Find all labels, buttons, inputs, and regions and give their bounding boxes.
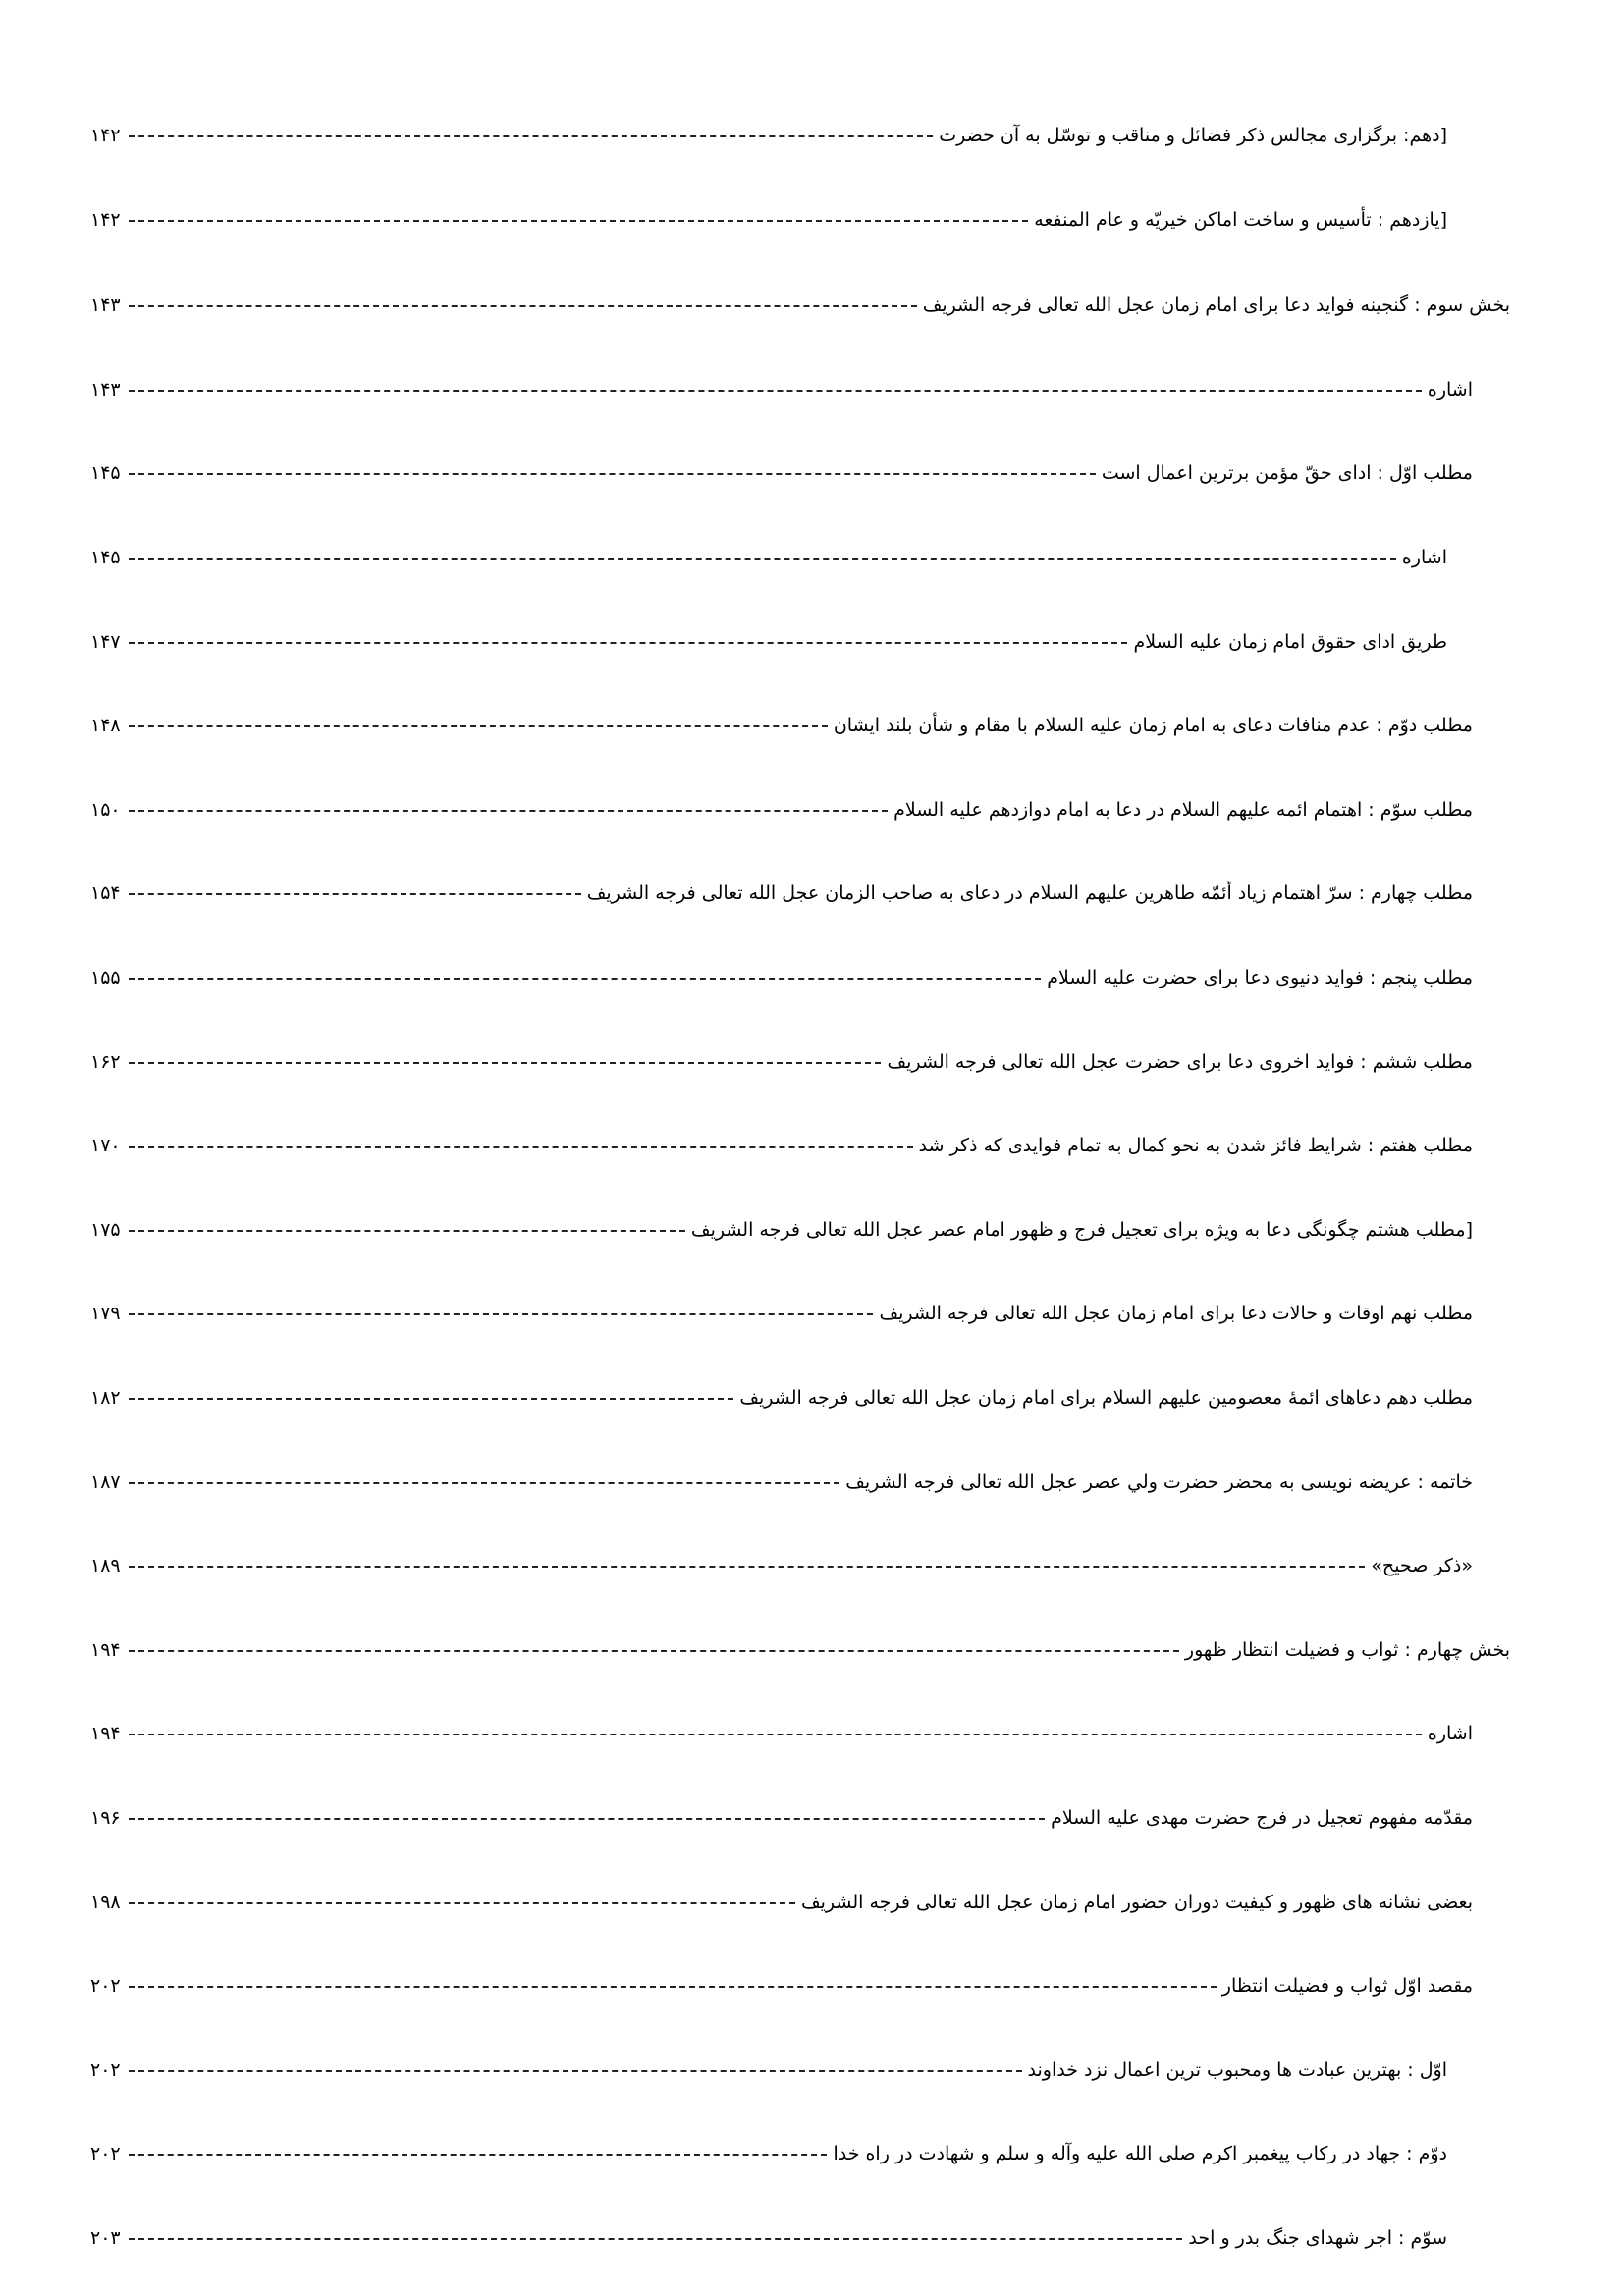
- toc-entry-page-number: ۱۵۰: [90, 799, 121, 821]
- toc-entry[interactable]: [90, 1124, 1473, 1167]
- toc-entry-title: بخش چهارم : ثواب و فضیلت انتظار ظهور: [1184, 1639, 1510, 1661]
- toc-entry-page-number: ۱۴۲: [90, 125, 121, 146]
- toc-entry[interactable]: [90, 1712, 1473, 1755]
- toc-entry[interactable]: [90, 452, 1473, 495]
- dot-leader: [129, 642, 1128, 644]
- toc-entry-title: اوّل : بهترین عبادت ها ومحبوب ترین اعمال نزد خداوند: [1027, 2059, 1447, 2081]
- toc-entry-title: اشاره: [1427, 379, 1473, 400]
- toc-entry-title: مطلب سوّم : اهتمام ائمه علیهم السلام در دعا به امام دوازدهم علیه السلام: [893, 799, 1473, 821]
- toc-entry-page-number: ۲۰۲: [90, 2143, 121, 2164]
- toc-entry-page-number: ۱۹۶: [90, 1807, 121, 1829]
- toc-entry-page-number: ۱۸۲: [90, 1387, 121, 1409]
- toc-entry-page-number: ۱۴۵: [90, 462, 121, 484]
- toc-entry-page-number: ۱۴۵: [90, 547, 121, 568]
- toc-entry[interactable]: [90, 1796, 1473, 1840]
- toc-entry-title: مطلب نهم اوقات و حالات دعا برای امام زمان عجل الله تعالی فرجه الشریف: [879, 1303, 1473, 1324]
- toc-entry-page-number: ۱۴۲: [90, 209, 121, 231]
- dot-leader: [129, 1818, 1045, 1820]
- toc-entry-title: بعضی نشانه های ظهور و کیفیت دوران حضور امام زمان عجل الله تعالی فرجه الشریف: [800, 1892, 1473, 1913]
- toc-entry[interactable]: [90, 872, 1473, 915]
- toc-entry[interactable]: [90, 1461, 1473, 1504]
- toc-entry-page-number: ۱۷۹: [90, 1303, 121, 1324]
- toc-entry-title: [دهم: برگزاری مجالس ذکر فضائل و مناقب و توسّل به آن حضرت: [939, 125, 1447, 146]
- dot-leader: [129, 1734, 1422, 1735]
- dot-leader: [129, 1062, 882, 1064]
- toc-entry-title: مطلب اوّل : ادای حقّ مؤمن برترین اعمال است: [1101, 462, 1473, 484]
- toc-entry[interactable]: [90, 368, 1473, 411]
- toc-entry[interactable]: [90, 536, 1447, 579]
- toc-entry[interactable]: [90, 1544, 1473, 1587]
- toc-entry-page-number: ۱۴۳: [90, 379, 121, 400]
- toc-entry[interactable]: [90, 2049, 1447, 2092]
- dot-leader: [129, 135, 934, 137]
- toc-entry[interactable]: [90, 956, 1473, 999]
- toc-entry-title: مطلب دوّم : عدم منافات دعای به امام زمان علیه السلام با مقام و شأن بلند ایشان: [833, 715, 1473, 736]
- toc-entry-title: دوّم : جهاد در رکاب پیغمبر اکرم صلی الله علیه وآله و سلم و شهادت در راه خدا: [833, 2143, 1447, 2164]
- dot-leader: [129, 305, 917, 307]
- toc-entry[interactable]: [90, 1881, 1473, 1924]
- dot-leader: [129, 220, 1029, 222]
- toc-entry-page-number: ۱۶۲: [90, 1051, 121, 1073]
- toc-entry-title: مطلب هفتم : شرایط فائز شدن به نحو کمال به تمام فوایدی که ذکر شد: [918, 1135, 1473, 1156]
- toc-entry-page-number: ۱۵۵: [90, 967, 121, 988]
- dot-leader: [129, 2070, 1022, 2072]
- dot-leader: [129, 978, 1042, 980]
- dot-leader: [129, 1566, 1366, 1568]
- toc-entry-title: سوّم : اجر شهدای جنگ بدر و احد: [1188, 2227, 1447, 2249]
- dot-leader: [129, 893, 581, 895]
- toc-entry-title: بخش سوم : گنجینه فواید دعا برای امام زمان عجل الله تعالی فرجه الشریف: [922, 294, 1510, 316]
- toc-entry[interactable]: [90, 1964, 1473, 2007]
- toc-entry-page-number: ۱۸۹: [90, 1555, 121, 1576]
- toc-entry[interactable]: [90, 1376, 1473, 1419]
- toc-entry-page-number: ۱۷۰: [90, 1135, 121, 1156]
- toc-entry-title: [یازدهم : تأسیس و ساخت اماکن خیریّه و عام المنفعه: [1034, 209, 1447, 231]
- toc-entry[interactable]: [90, 1629, 1510, 1672]
- toc-entry-title: [مطلب هشتم چگونگی دعا به ویژه برای تعجیل فرج و ظهور امام عصر عجل الله تعالی فرجه الشریف: [690, 1219, 1473, 1241]
- toc-entry-page-number: ۱۴۳: [90, 294, 121, 316]
- dot-leader: [129, 1146, 913, 1148]
- dot-leader: [129, 558, 1396, 560]
- toc-entry-page-number: ۱۴۷: [90, 631, 121, 653]
- toc-entry[interactable]: [90, 1041, 1473, 1084]
- toc-entry-page-number: ۱۹۴: [90, 1723, 121, 1744]
- toc-entry-page-number: ۱۷۵: [90, 1219, 121, 1241]
- toc-entry-page-number: ۲۰۲: [90, 2059, 121, 2081]
- toc-entry-title: مطلب پنجم : فواید دنیوی دعا برای حضرت علیه السلام: [1047, 967, 1473, 988]
- toc-entry-page-number: ۱۵۴: [90, 882, 121, 904]
- toc-entry-page-number: ۱۹۴: [90, 1639, 121, 1661]
- dot-leader: [129, 390, 1422, 392]
- toc-entry[interactable]: [90, 2216, 1447, 2260]
- toc-entry[interactable]: [90, 704, 1473, 747]
- dot-leader: [129, 1482, 840, 1484]
- dot-leader: [129, 2154, 828, 2156]
- toc-entry[interactable]: [90, 114, 1447, 157]
- dot-leader: [129, 2238, 1183, 2240]
- toc-entry-title: اشاره: [1401, 547, 1447, 568]
- toc-entry[interactable]: [90, 284, 1510, 327]
- toc-entry[interactable]: [90, 620, 1447, 664]
- dot-leader: [129, 473, 1096, 475]
- toc-entry[interactable]: [90, 788, 1473, 831]
- dot-leader: [129, 1230, 685, 1232]
- toc-entry-title: «ذکر صحیح»: [1371, 1555, 1473, 1576]
- toc-entry-title: مطلب چهارم : سرّ اهتمام زیاد أئمّه طاهرین علیهم السلام در دعای به صاحب الزمان عجل الله تعالی فرجه الشریف: [586, 882, 1473, 904]
- dot-leader: [129, 725, 828, 727]
- toc-entry-title: مطلب ششم : فواید اخروی دعا برای حضرت عجل الله تعالی فرجه الشریف: [887, 1051, 1473, 1073]
- dot-leader: [129, 1398, 734, 1400]
- dot-leader: [129, 1986, 1217, 1988]
- toc-entry-page-number: ۱۸۷: [90, 1471, 121, 1493]
- toc-entry-page-number: ۱۴۸: [90, 715, 121, 736]
- toc-entry-title: اشاره: [1427, 1723, 1473, 1744]
- toc-entry[interactable]: [90, 198, 1447, 241]
- toc-entry-title: خاتمه : عریضه نویسی به محضر حضرت ولي عصر عجل الله تعالی فرجه الشریف: [845, 1471, 1473, 1493]
- toc-entry-title: طریق ادای حقوق امام زمان علیه السلام: [1133, 631, 1447, 653]
- toc-entry-page-number: ۱۹۸: [90, 1892, 121, 1913]
- dot-leader: [129, 1902, 795, 1904]
- toc-entry-title: مقدّمه مفهوم تعجیل در فرج حضرت مهدی علیه السلام: [1051, 1807, 1473, 1829]
- toc-entry-title: مقصد اوّل ثواب و فضیلت انتظار: [1221, 1975, 1473, 1997]
- dot-leader: [129, 1650, 1179, 1652]
- dot-leader: [129, 810, 888, 812]
- toc-entry-title: مطلب دهم دعاهای ائمهٔ معصومین علیهم السلام برای امام زمان عجل الله تعالی فرجه الشریف: [739, 1387, 1473, 1409]
- toc-entry[interactable]: [90, 1208, 1473, 1252]
- dot-leader: [129, 1313, 874, 1315]
- toc-entry[interactable]: [90, 2132, 1447, 2175]
- toc-entry[interactable]: [90, 1292, 1473, 1335]
- toc-entry-page-number: ۲۰۲: [90, 1975, 121, 1997]
- toc-entry-page-number: ۲۰۳: [90, 2227, 121, 2249]
